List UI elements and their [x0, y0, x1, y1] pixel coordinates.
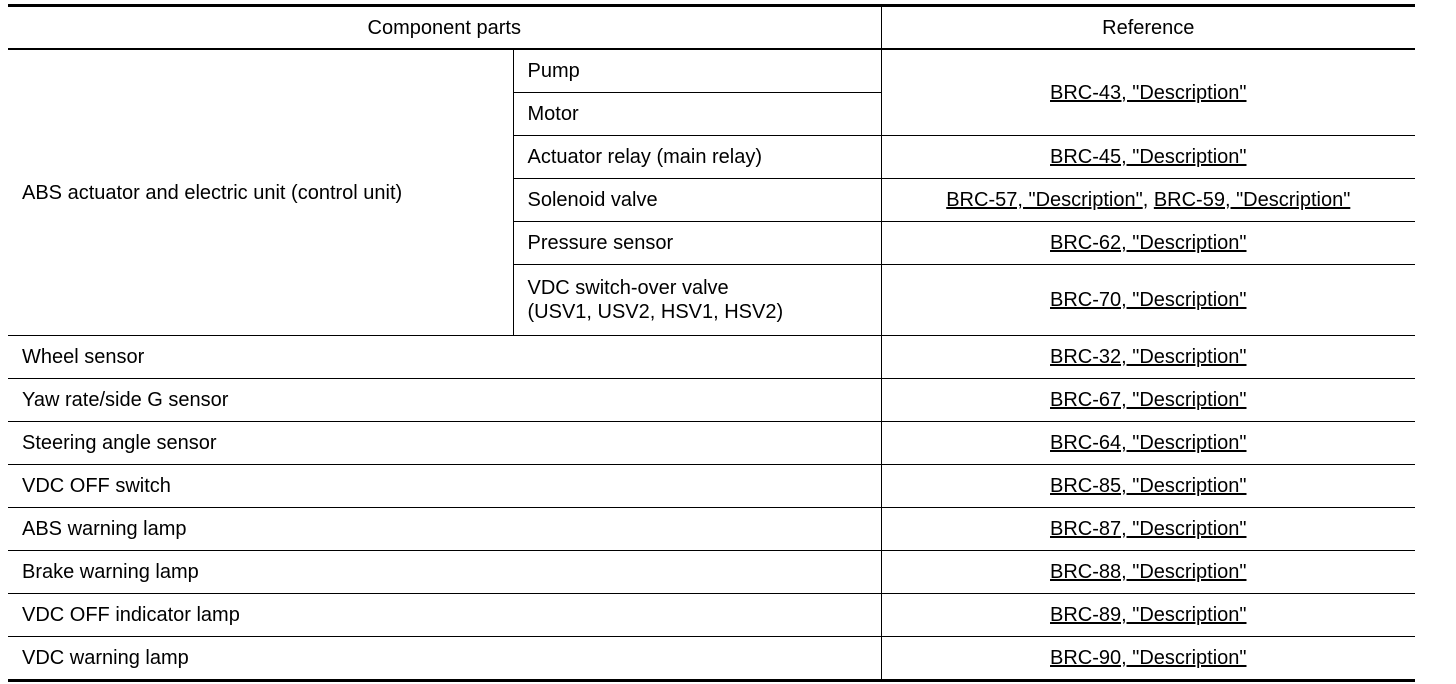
part-vdc-valve-line1: VDC switch-over valve — [527, 277, 729, 299]
reference-link[interactable]: BRC-43, "Description" — [1050, 81, 1247, 104]
ref-cell — [881, 594, 1415, 637]
ref-cell — [881, 551, 1415, 594]
table-row — [8, 379, 1415, 422]
ref-cell — [881, 179, 1415, 222]
table-row — [8, 508, 1415, 551]
table-row — [8, 49, 1415, 93]
reference-link[interactable]: BRC-67, "Description" — [1050, 389, 1247, 411]
ref-cell — [881, 465, 1415, 508]
ref-cell — [881, 508, 1415, 551]
table-row — [8, 465, 1415, 508]
reference-link[interactable]: BRC-59, "Description" — [1153, 189, 1351, 211]
part-solenoid-valve: Solenoid valve — [513, 179, 881, 222]
table-row — [8, 594, 1415, 637]
ref-cell — [881, 49, 1415, 136]
table-row — [8, 422, 1415, 465]
table-row — [8, 551, 1415, 594]
ref-cell — [881, 336, 1415, 379]
part-cell: Steering angle sensor — [8, 422, 881, 465]
reference-link[interactable]: BRC-70, "Description" — [1050, 289, 1247, 311]
part-motor: Motor — [513, 93, 881, 136]
header-row — [8, 6, 1415, 50]
ref-cell — [881, 422, 1415, 465]
abs-actuator-label: ABS actuator and electric unit (control unit) — [8, 49, 513, 336]
part-vdc-switch-over-valve — [513, 265, 881, 336]
ref-cell — [881, 637, 1415, 681]
ref-cell — [881, 379, 1415, 422]
reference-separator: , — [1142, 189, 1154, 211]
reference-link[interactable]: BRC-45, "Description" — [1050, 146, 1247, 168]
part-cell: ABS warning lamp — [8, 508, 881, 551]
table-row — [8, 336, 1415, 379]
ref-cell — [881, 222, 1415, 265]
ref-cell — [881, 136, 1415, 179]
reference-link[interactable]: BRC-32, "Description" — [1050, 346, 1247, 368]
reference-link[interactable]: BRC-62, "Description" — [1050, 232, 1247, 254]
reference-link[interactable]: BRC-87, "Description" — [1050, 518, 1247, 540]
reference-link[interactable]: BRC-57, "Description" — [946, 189, 1143, 211]
part-cell: Yaw rate/side G sensor — [8, 379, 881, 422]
header-reference: Reference — [881, 6, 1415, 50]
part-actuator-relay: Actuator relay (main relay) — [513, 136, 881, 179]
part-pressure-sensor: Pressure sensor — [513, 222, 881, 265]
part-cell: VDC OFF indicator lamp — [8, 594, 881, 637]
reference-link[interactable]: BRC-88, "Description" — [1050, 561, 1247, 583]
table-row — [8, 637, 1415, 681]
reference-link[interactable]: BRC-89, "Description" — [1050, 604, 1247, 626]
part-cell: Wheel sensor — [8, 336, 881, 379]
part-vdc-valve-line2: (USV1, USV2, HSV1, HSV2) — [527, 301, 784, 323]
ref-cell — [881, 265, 1415, 336]
part-pump: Pump — [513, 49, 881, 93]
part-cell: VDC warning lamp — [8, 637, 881, 681]
reference-link[interactable]: BRC-90, "Description" — [1050, 647, 1247, 669]
header-component-parts: Component parts — [8, 6, 881, 50]
reference-link[interactable]: BRC-85, "Description" — [1050, 475, 1247, 497]
component-parts-table — [8, 4, 1415, 682]
reference-link[interactable]: BRC-64, "Description" — [1050, 432, 1247, 454]
part-cell: VDC OFF switch — [8, 465, 881, 508]
part-cell: Brake warning lamp — [8, 551, 881, 594]
